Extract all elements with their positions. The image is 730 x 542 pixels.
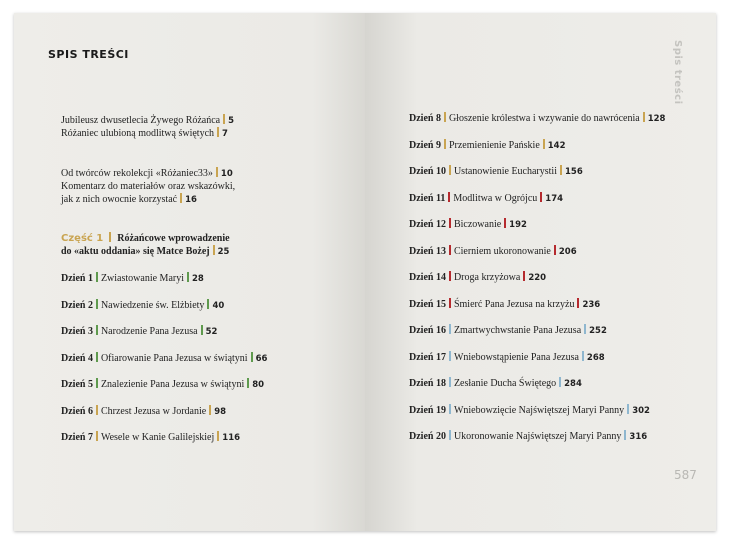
color-separator bbox=[449, 377, 451, 387]
day-label: Dzień 19 bbox=[409, 404, 446, 416]
day-page: 128 bbox=[647, 114, 666, 124]
toc-day-entry bbox=[409, 192, 563, 206]
entry-title: Komentarz do materiałów oraz wskazówki, bbox=[61, 181, 236, 192]
day-label: Dzień 11 bbox=[409, 192, 446, 204]
day-label: Dzień 5 bbox=[61, 379, 93, 390]
day-page: 66 bbox=[255, 353, 268, 364]
entry-title: Różańcowe wprowadzenie bbox=[117, 233, 230, 244]
day-label: Dzień 9 bbox=[409, 139, 441, 151]
toc-day-entry bbox=[409, 139, 566, 153]
day-page: 236 bbox=[582, 299, 601, 310]
day-label: Dzień 8 bbox=[409, 113, 441, 124]
color-separator bbox=[444, 112, 446, 122]
color-separator bbox=[627, 404, 629, 414]
day-page: 116 bbox=[222, 433, 241, 443]
day-title: Modlitwa w Ogrójcu bbox=[453, 192, 538, 204]
toc-entry-rosary bbox=[61, 127, 228, 141]
color-separator bbox=[577, 298, 579, 308]
day-page: 252 bbox=[589, 326, 607, 336]
day-page: 284 bbox=[564, 379, 582, 389]
day-title: Wniebowzięcie Najświętszej Maryi Panny bbox=[453, 404, 625, 416]
color-separator bbox=[449, 351, 451, 361]
day-label: Dzień 17 bbox=[409, 351, 446, 363]
color-separator bbox=[560, 165, 562, 175]
color-separator bbox=[209, 405, 211, 415]
entry-page: 7 bbox=[222, 129, 228, 139]
day-page: 220 bbox=[528, 273, 547, 283]
day-title: Ukoronowanie Najświętszej Maryi Panny bbox=[453, 431, 622, 442]
day-title: Droga krzyżowa bbox=[453, 272, 521, 283]
color-separator bbox=[449, 271, 451, 281]
color-separator bbox=[96, 431, 98, 441]
color-separator bbox=[624, 430, 626, 440]
toc-day-entry bbox=[409, 298, 600, 312]
entry-title: Od twórców rekolekcji «Różaniec33» bbox=[61, 168, 213, 179]
toc-day-entry bbox=[61, 378, 264, 392]
entry-page: 10 bbox=[220, 169, 233, 179]
day-label: Dzień 14 bbox=[409, 272, 446, 283]
day-title: Przemienienie Pańskie bbox=[448, 139, 540, 151]
color-separator bbox=[559, 377, 561, 387]
toc-day-entry bbox=[409, 430, 647, 444]
day-page: 302 bbox=[632, 405, 650, 416]
day-title: Cierniem ukoronowanie bbox=[453, 245, 551, 257]
entry-title: Jubileusz dwusetlecia Żywego Różańca bbox=[61, 115, 221, 126]
day-title: Wniebowstąpienie Pana Jezusa bbox=[453, 351, 579, 363]
toc-day-entry bbox=[61, 431, 240, 445]
toc-entry-commentary-cont bbox=[61, 193, 197, 207]
toc-day-entry bbox=[409, 271, 546, 285]
day-page: 98 bbox=[214, 406, 227, 417]
color-separator bbox=[584, 324, 586, 334]
color-separator bbox=[247, 378, 249, 388]
color-separator bbox=[223, 114, 225, 124]
toc-day-entry bbox=[61, 405, 226, 419]
day-page: 192 bbox=[509, 220, 527, 230]
color-separator bbox=[217, 431, 219, 441]
color-separator bbox=[180, 193, 182, 203]
color-separator bbox=[217, 127, 219, 137]
color-separator bbox=[540, 192, 542, 202]
page-number: 587 bbox=[674, 468, 697, 482]
day-title: Nawiedzenie św. Elżbiety bbox=[100, 299, 205, 311]
toc-day-entry bbox=[409, 404, 650, 418]
toc-entry-authors bbox=[61, 167, 233, 181]
day-page: 80 bbox=[252, 380, 265, 390]
day-page: 316 bbox=[629, 432, 648, 442]
day-title: Śmierć Pana Jezusa na krzyżu bbox=[453, 298, 575, 310]
day-page: 142 bbox=[547, 140, 566, 151]
color-separator bbox=[523, 271, 525, 281]
running-head: Spis treści bbox=[672, 40, 683, 105]
entry-page: 25 bbox=[217, 247, 230, 257]
day-label: Dzień 10 bbox=[409, 166, 446, 177]
color-separator bbox=[213, 245, 215, 255]
day-title: Biczowanie bbox=[453, 219, 502, 230]
day-title: Zmartwychwstanie Pana Jezusa bbox=[453, 325, 582, 336]
toc-entry-part1 bbox=[61, 232, 230, 245]
color-separator bbox=[449, 404, 451, 414]
toc-day-entry bbox=[61, 325, 217, 339]
color-separator bbox=[251, 352, 253, 362]
toc-day-entry bbox=[409, 218, 527, 232]
toc-day-entry bbox=[61, 299, 224, 313]
day-label: Dzień 18 bbox=[409, 378, 446, 389]
color-separator bbox=[109, 232, 111, 242]
toc-entry-jubilee bbox=[61, 114, 234, 128]
day-label: Dzień 13 bbox=[409, 245, 446, 257]
color-separator bbox=[444, 139, 446, 149]
toc-day-entry bbox=[61, 352, 267, 366]
day-label: Dzień 2 bbox=[61, 299, 93, 311]
color-separator bbox=[96, 299, 98, 309]
day-title: Chrzest Jezusa w Jordanie bbox=[100, 405, 207, 417]
page-title: SPIS TREŚCI bbox=[48, 48, 129, 61]
color-separator bbox=[449, 218, 451, 228]
entry-title: Różaniec ulubioną modlitwą świętych bbox=[61, 128, 215, 139]
day-label: Dzień 6 bbox=[61, 405, 93, 417]
day-page: 40 bbox=[212, 300, 225, 311]
day-label: Dzień 1 bbox=[61, 273, 93, 284]
day-page: 28 bbox=[192, 274, 204, 284]
day-label: Dzień 12 bbox=[409, 219, 446, 230]
toc-day-entry bbox=[409, 112, 665, 126]
day-label: Dzień 4 bbox=[61, 352, 93, 364]
day-title: Ustanowienie Eucharystii bbox=[453, 166, 557, 177]
day-title: Ofiarowanie Pana Jezusa w świątyni bbox=[100, 352, 248, 364]
day-title: Wesele w Kanie Galilejskiej bbox=[100, 432, 215, 443]
color-separator bbox=[216, 167, 218, 177]
day-title: Zwiastowanie Maryi bbox=[100, 273, 184, 284]
color-separator bbox=[96, 378, 98, 388]
color-separator bbox=[448, 192, 450, 202]
color-separator bbox=[449, 430, 451, 440]
day-page: 206 bbox=[558, 246, 577, 257]
entry-page: 5 bbox=[228, 116, 235, 126]
day-page: 174 bbox=[545, 193, 564, 204]
day-label: Dzień 20 bbox=[409, 431, 446, 442]
toc-day-entry bbox=[61, 272, 204, 286]
part-label: Część 1 bbox=[61, 233, 104, 244]
toc-entry-commentary bbox=[61, 180, 235, 193]
color-separator bbox=[96, 325, 98, 335]
toc-day-entry bbox=[409, 324, 607, 338]
day-label: Dzień 16 bbox=[409, 325, 446, 336]
toc-entry-part1-cont bbox=[61, 245, 229, 259]
day-label: Dzień 3 bbox=[61, 326, 93, 337]
toc-day-entry bbox=[409, 165, 583, 179]
color-separator bbox=[504, 218, 506, 228]
color-separator bbox=[449, 298, 451, 308]
color-separator bbox=[96, 272, 98, 282]
color-separator bbox=[96, 405, 98, 415]
day-label: Dzień 15 bbox=[409, 298, 446, 310]
color-separator bbox=[449, 245, 451, 255]
day-page: 52 bbox=[205, 327, 218, 337]
day-title: Znalezienie Pana Jezusa w świątyni bbox=[100, 379, 245, 390]
color-separator bbox=[543, 139, 545, 149]
entry-title: do «aktu oddania» się Matce Bożej bbox=[61, 246, 210, 257]
color-separator bbox=[643, 112, 645, 122]
color-separator bbox=[207, 299, 209, 309]
entry-title: jak z nich owocnie korzystać bbox=[61, 194, 178, 205]
color-separator bbox=[96, 352, 98, 362]
color-separator bbox=[187, 272, 189, 282]
color-separator bbox=[449, 324, 451, 334]
day-label: Dzień 7 bbox=[61, 432, 93, 443]
day-title: Zesłanie Ducha Świętego bbox=[453, 378, 557, 389]
day-page: 268 bbox=[586, 352, 605, 363]
day-page: 156 bbox=[564, 167, 583, 177]
color-separator bbox=[201, 325, 203, 335]
day-title: Narodzenie Pana Jezusa bbox=[100, 326, 198, 337]
color-separator bbox=[554, 245, 556, 255]
toc-day-entry bbox=[409, 351, 605, 365]
color-separator bbox=[449, 165, 451, 175]
toc-day-entry bbox=[409, 245, 577, 259]
entry-page: 16 bbox=[185, 195, 197, 205]
toc-day-entry bbox=[409, 377, 582, 391]
day-title: Głoszenie królestwa i wzywanie do nawrócenia bbox=[448, 113, 640, 124]
color-separator bbox=[582, 351, 584, 361]
